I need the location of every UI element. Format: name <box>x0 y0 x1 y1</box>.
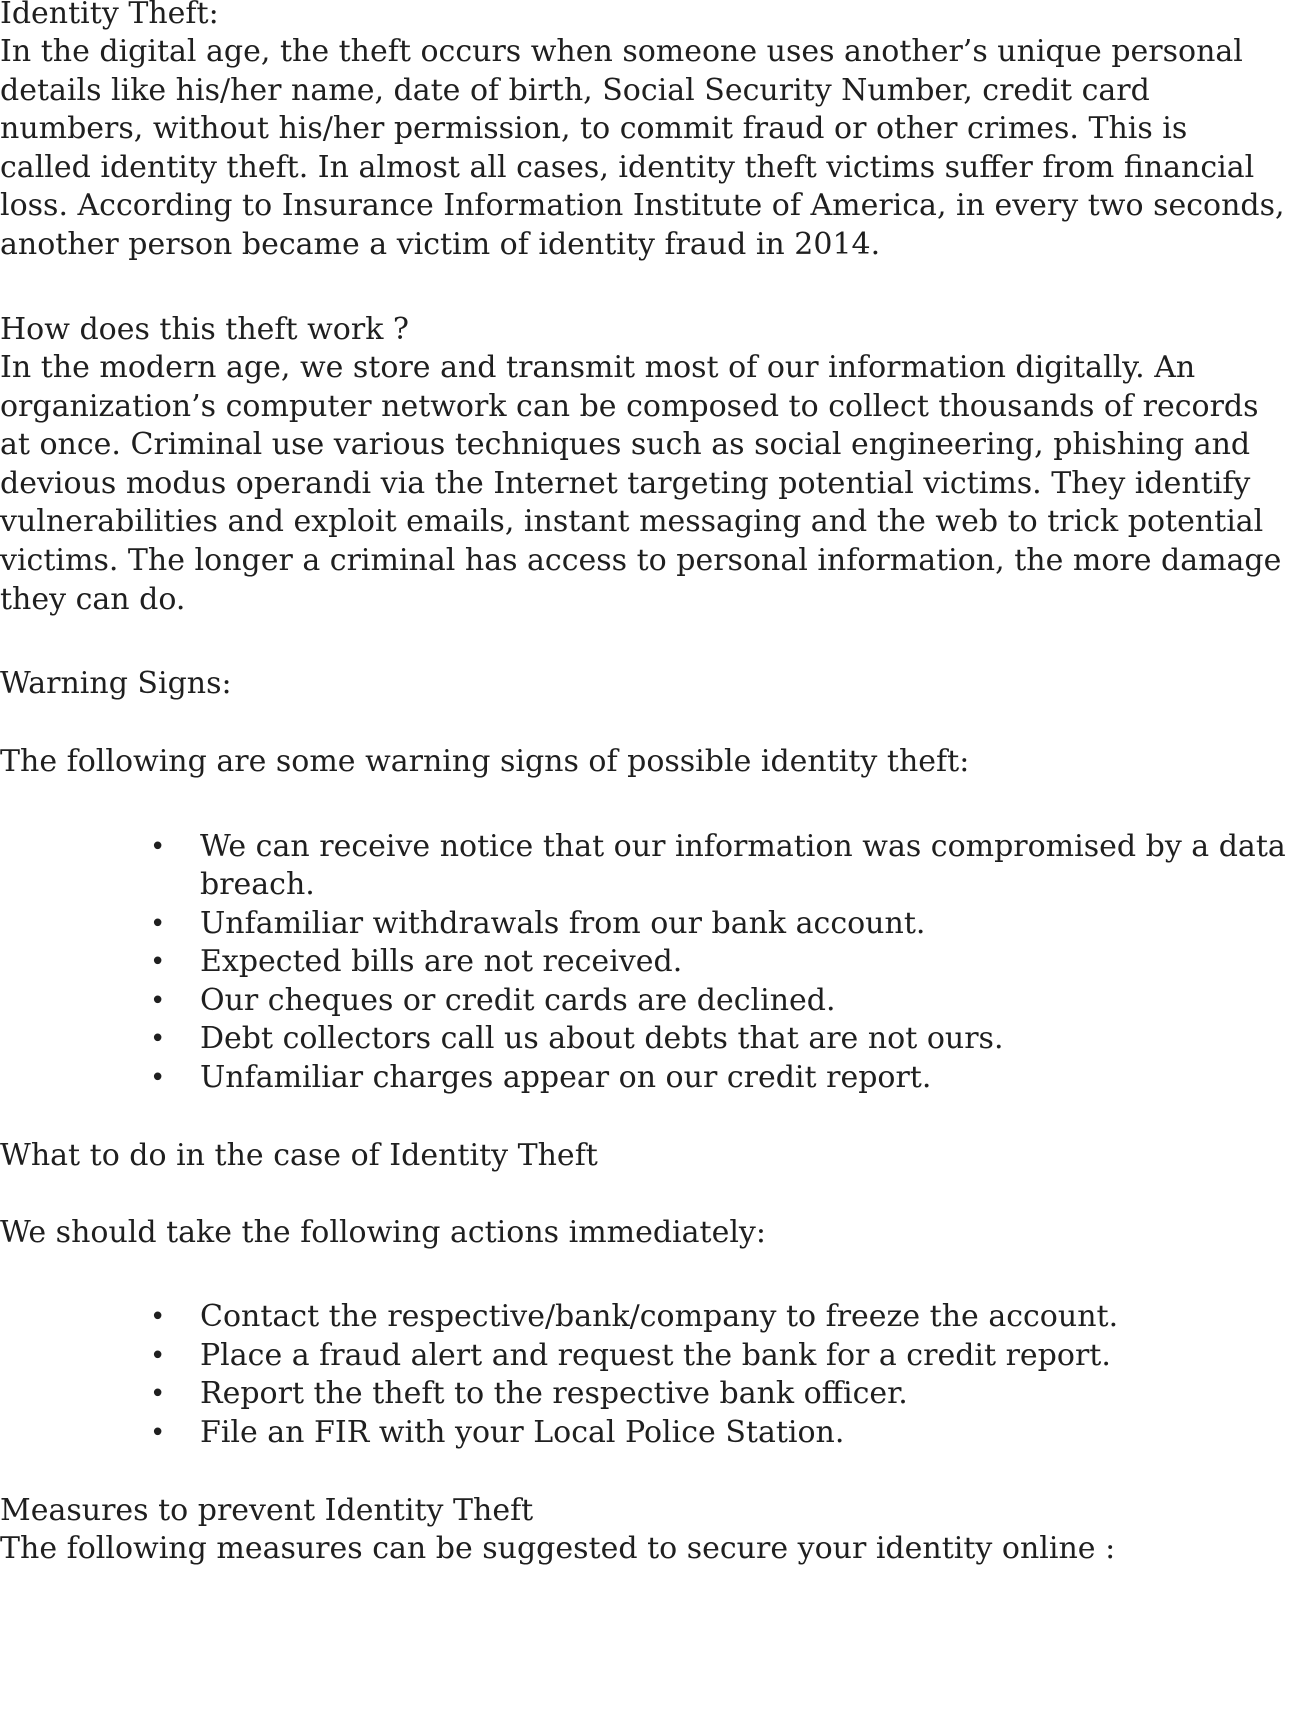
paragraph-line: organization’s computer network can be composed to collect thousands of records <box>0 389 1259 424</box>
paragraph-line: devious modus operandi via the Internet targeting potential victims. They identify <box>0 466 1251 501</box>
list-item-text: Contact the respective/bank/company to freeze the account. <box>200 1299 1119 1334</box>
heading-warning-signs: Warning Signs: <box>0 666 232 701</box>
paragraph-line: they can do. <box>0 582 186 617</box>
list-item-text: breach. <box>200 867 315 902</box>
paragraph-line: In the modern age, we store and transmit most of our information digitally. An <box>0 350 1196 385</box>
paragraph-line: called identity theft. In almost all cases, identity theft victims suffer from financial <box>0 150 1255 185</box>
list-item-text: Place a fraud alert and request the bank for a credit report. <box>200 1338 1111 1373</box>
heading-identity-theft: Identity Theft: <box>0 0 219 31</box>
bullet-icon: • <box>150 1341 166 1371</box>
paragraph-line: details like his/her name, date of birth, Social Security Number, credit card <box>0 73 1150 108</box>
bullet-icon: • <box>150 1379 166 1409</box>
paragraph-line: In the digital age, the theft occurs when someone uses another’s unique personal <box>0 34 1243 69</box>
paragraph-line: loss. According to Insurance Information Institute of America, in every two seconds, <box>0 188 1285 223</box>
list-item-text: Our cheques or credit cards are declined. <box>200 983 836 1018</box>
paragraph-line: at once. Criminal use various techniques such as social engineering, phishing and <box>0 427 1251 462</box>
paragraph-line: numbers, without his/her permission, to commit fraud or other crimes. This is <box>0 111 1188 146</box>
list-item-text: Report the theft to the respective bank officer. <box>200 1376 908 1411</box>
list-item-text: File an FIR with your Local Police Station. <box>200 1415 845 1450</box>
bullet-icon: • <box>150 832 166 862</box>
bullet-icon: • <box>150 947 166 977</box>
list-item-text: Debt collectors call us about debts that are not ours. <box>200 1021 1004 1056</box>
paragraph-line: victims. The longer a criminal has access to personal information, the more damage <box>0 543 1282 578</box>
what-to-do-intro: We should take the following actions immediately: <box>0 1215 766 1250</box>
bullet-icon: • <box>150 986 166 1016</box>
warning-signs-intro: The following are some warning signs of possible identity theft: <box>0 744 970 779</box>
paragraph-line: another person became a victim of identity fraud in 2014. <box>0 227 881 262</box>
bullet-icon: • <box>150 1024 166 1054</box>
heading-how-it-works: How does this theft work ? <box>0 312 409 347</box>
bullet-icon: • <box>150 1418 166 1448</box>
bullet-icon: • <box>150 1063 166 1093</box>
measures-intro: The following measures can be suggested to secure your identity online : <box>0 1531 1116 1566</box>
heading-what-to-do: What to do in the case of Identity Theft <box>0 1138 598 1173</box>
bullet-icon: • <box>150 909 166 939</box>
paragraph-line: vulnerabilities and exploit emails, instant messaging and the web to trick potential <box>0 504 1264 539</box>
list-item-text: Unfamiliar charges appear on our credit report. <box>200 1060 932 1095</box>
heading-measures: Measures to prevent Identity Theft <box>0 1493 534 1528</box>
list-item-text: Expected bills are not received. <box>200 944 683 979</box>
bullet-icon: • <box>150 1302 166 1332</box>
list-item-text: We can receive notice that our information was compromised by a data <box>200 829 1286 864</box>
list-item-text: Unfamiliar withdrawals from our bank account. <box>200 906 926 941</box>
